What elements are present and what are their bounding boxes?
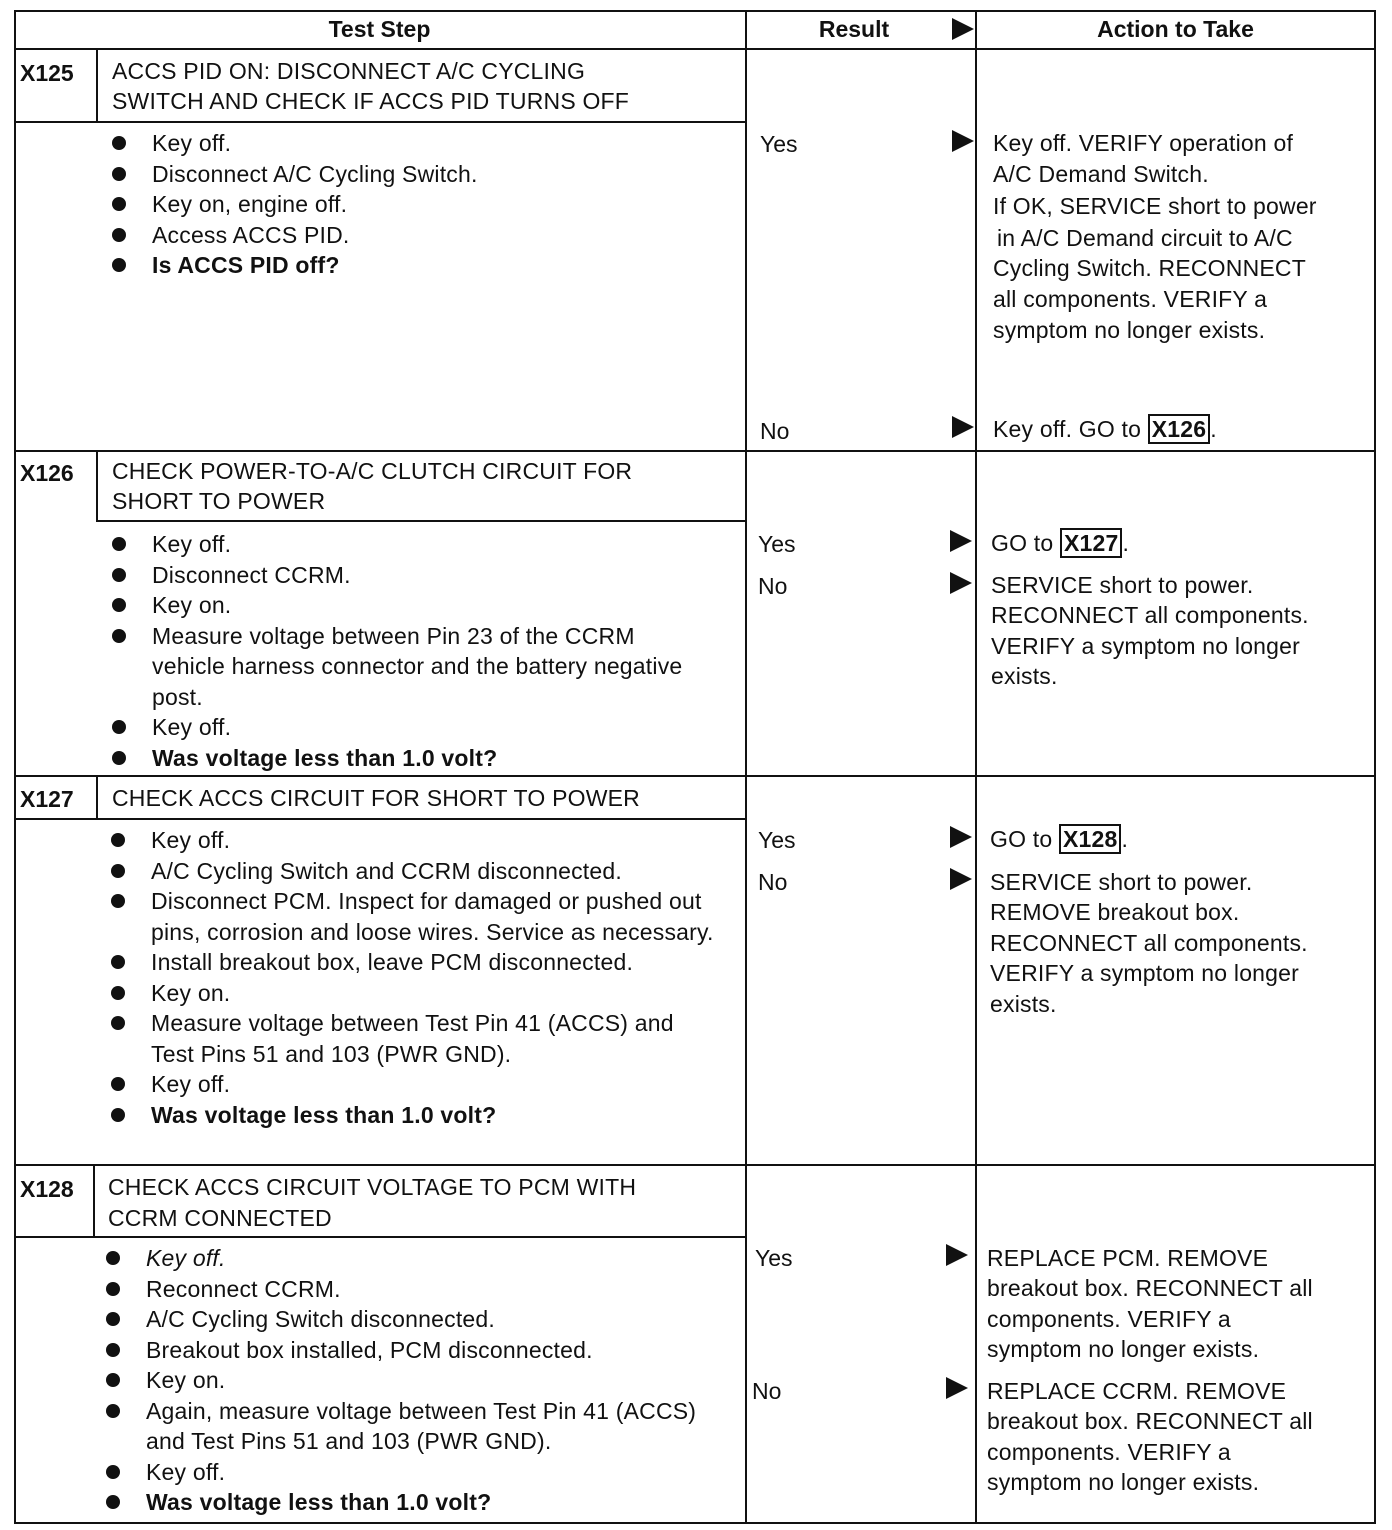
list-item: Measure voltage between Test Pin 41 (ACCS) and Test Pins 51 and 103 (PWR GND). — [111, 1008, 721, 1069]
list-item-question: Was voltage less than 1.0 volt? — [106, 1487, 711, 1518]
result-label: No — [758, 573, 788, 599]
step-bullet-list — [112, 529, 712, 773]
step-title-line: CHECK ACCS CIRCUIT FOR SHORT TO POWER — [112, 785, 640, 811]
right-triangle-icon — [952, 416, 974, 438]
step-divider — [14, 1164, 1376, 1166]
action-line: SERVICE short to power. — [990, 869, 1253, 895]
list-item-question: Is ACCS PID off? — [112, 250, 722, 281]
step-divider — [14, 775, 1376, 777]
list-item: A/C Cycling Switch disconnected. — [106, 1304, 711, 1335]
bullet-icon — [111, 864, 125, 878]
result-label: Yes — [760, 131, 798, 157]
step-title-rule — [14, 121, 745, 123]
header-test-step: Test Step — [328, 16, 431, 42]
bullet-icon — [112, 568, 126, 582]
action-line: REPLACE PCM. REMOVE — [987, 1245, 1269, 1271]
step-title-line: SWITCH AND CHECK IF ACCS PID TURNS OFF — [112, 88, 630, 114]
action-line: VERIFY a symptom no longer — [990, 960, 1300, 986]
header-rule — [14, 48, 1376, 50]
right-triangle-icon — [946, 1377, 968, 1399]
bullet-icon — [106, 1373, 120, 1387]
result-label: No — [752, 1378, 782, 1404]
step-bullet-list — [111, 825, 721, 1130]
result-label: Yes — [758, 531, 796, 557]
action-line: SERVICE short to power. — [991, 572, 1254, 598]
bullet-icon — [106, 1282, 120, 1296]
list-item: Disconnect CCRM. — [112, 560, 712, 591]
bullet-icon — [106, 1404, 120, 1418]
list-item: Key off. — [112, 128, 722, 159]
action-line: If OK, SERVICE short to power — [993, 193, 1317, 219]
action-line: symptom no longer exists. — [993, 317, 1266, 343]
bullet-icon — [112, 537, 126, 551]
list-item-question: Was voltage less than 1.0 volt? — [111, 1100, 721, 1131]
bullet-icon — [111, 986, 125, 1000]
action-line: VERIFY a symptom no longer — [991, 633, 1301, 659]
action-line: components. VERIFY a — [987, 1439, 1231, 1465]
list-item: Key on. — [106, 1365, 711, 1396]
action-line: all components. VERIFY a — [993, 286, 1268, 312]
step-id: X125 — [20, 60, 74, 86]
step-title-rule — [96, 520, 745, 522]
action-line: REMOVE breakout box. — [990, 899, 1240, 925]
header-result: Result — [818, 16, 890, 42]
right-triangle-icon — [952, 18, 974, 40]
step-bullet-list — [112, 128, 722, 281]
right-triangle-icon — [950, 826, 972, 848]
bullet-icon — [112, 136, 126, 150]
right-triangle-icon — [950, 868, 972, 890]
bullet-icon — [111, 1077, 125, 1091]
header-action: Action to Take — [1097, 16, 1254, 42]
result-label: Yes — [755, 1245, 793, 1271]
step-title-line: CHECK POWER-TO-A/C CLUTCH CIRCUIT FOR — [112, 458, 633, 484]
bullet-icon — [111, 833, 125, 847]
step-title-rule — [14, 1236, 745, 1238]
bullet-icon — [106, 1343, 120, 1357]
bullet-icon — [112, 167, 126, 181]
bullet-icon — [111, 955, 125, 969]
step-title-line: SHORT TO POWER — [112, 488, 326, 514]
action-line: Cycling Switch. RECONNECT — [993, 255, 1306, 281]
list-item: A/C Cycling Switch and CCRM disconnected. — [111, 856, 721, 887]
result-label: Yes — [758, 827, 796, 853]
step-reference-link[interactable]: X128 — [1059, 824, 1122, 854]
right-triangle-icon — [952, 130, 974, 152]
action-line: exists. — [991, 663, 1058, 689]
step-title-line: ACCS PID ON: DISCONNECT A/C CYCLING — [112, 58, 586, 84]
action-line: components. VERIFY a — [987, 1306, 1231, 1332]
column-divider-result — [745, 10, 747, 1524]
list-item: Key off. — [112, 712, 712, 743]
step-id: X128 — [20, 1176, 74, 1202]
list-item: Reconnect CCRM. — [106, 1274, 711, 1305]
list-item: Key off. — [106, 1457, 711, 1488]
action-line: breakout box. RECONNECT all — [987, 1408, 1313, 1434]
bullet-icon — [106, 1495, 120, 1509]
step-reference-link[interactable]: X127 — [1060, 528, 1123, 558]
list-item: Breakout box installed, PCM disconnected. — [106, 1335, 711, 1366]
list-item: Access ACCS PID. — [112, 220, 722, 251]
bullet-icon — [106, 1465, 120, 1479]
action-go-to: Key off. GO to X126 . — [993, 416, 1217, 442]
list-item: Key off. — [111, 825, 721, 856]
step-id-divider — [96, 450, 98, 521]
step-id-divider — [96, 48, 98, 122]
action-line: RECONNECT all components. — [991, 602, 1309, 628]
list-item: Key off. — [106, 1243, 711, 1274]
result-label: No — [760, 418, 790, 444]
step-id-divider — [96, 775, 98, 819]
list-item: Key on, engine off. — [112, 189, 722, 220]
bullet-icon — [106, 1251, 120, 1265]
column-divider-action — [975, 10, 977, 1524]
list-item: Key off. — [112, 529, 712, 560]
bullet-icon — [111, 1108, 125, 1122]
list-item: Disconnect A/C Cycling Switch. — [112, 159, 722, 190]
bullet-icon — [111, 1016, 125, 1030]
right-triangle-icon — [950, 530, 972, 552]
bullet-icon — [112, 720, 126, 734]
step-id: X127 — [20, 786, 74, 812]
action-line: symptom no longer exists. — [987, 1336, 1260, 1362]
right-triangle-icon — [946, 1244, 968, 1266]
step-title-line: CHECK ACCS CIRCUIT VOLTAGE TO PCM WITH — [108, 1174, 637, 1200]
bullet-icon — [112, 228, 126, 242]
step-bullet-list — [106, 1243, 711, 1518]
list-item: Measure voltage between Pin 23 of the CCRM vehicle harness connector and the battery negative post. — [112, 621, 712, 713]
action-line: A/C Demand Switch. — [993, 161, 1209, 187]
bullet-icon — [112, 197, 126, 211]
list-item: Disconnect PCM. Inspect for damaged or pushed out pins, corrosion and loose wires. Service as necessary. — [111, 886, 721, 947]
result-label: No — [758, 869, 788, 895]
list-item: Again, measure voltage between Test Pin 41 (ACCS) and Test Pins 51 and 103 (PWR GND). — [106, 1396, 711, 1457]
bullet-icon — [112, 258, 126, 272]
action-go-to: GO to X128 . — [990, 826, 1129, 852]
step-id: X126 — [20, 460, 74, 486]
action-line: symptom no longer exists. — [987, 1469, 1260, 1495]
step-title-line: CCRM CONNECTED — [108, 1205, 332, 1231]
action-line: in A/C Demand circuit to A/C — [997, 225, 1293, 251]
action-line: REPLACE CCRM. REMOVE — [987, 1378, 1287, 1404]
bullet-icon — [112, 629, 126, 643]
step-reference-link[interactable]: X126 — [1148, 414, 1211, 444]
action-line: breakout box. RECONNECT all — [987, 1275, 1313, 1301]
list-item: Install breakout box, leave PCM disconnected. — [111, 947, 721, 978]
bullet-icon — [111, 894, 125, 908]
step-title-rule — [14, 818, 745, 820]
bullet-icon — [112, 751, 126, 765]
step-divider — [14, 450, 1376, 452]
action-line: exists. — [990, 991, 1057, 1017]
list-item: Key off. — [111, 1069, 721, 1100]
right-triangle-icon — [950, 572, 972, 594]
action-line: Key off. VERIFY operation of — [993, 130, 1294, 156]
list-item: Key on. — [112, 590, 712, 621]
step-id-divider — [93, 1164, 95, 1237]
action-line: RECONNECT all components. — [990, 930, 1308, 956]
list-item-question: Was voltage less than 1.0 volt? — [112, 743, 712, 774]
list-item: Key on. — [111, 978, 721, 1009]
bullet-icon — [106, 1312, 120, 1326]
bullet-icon — [112, 598, 126, 612]
action-go-to: GO to X127 . — [991, 530, 1130, 556]
